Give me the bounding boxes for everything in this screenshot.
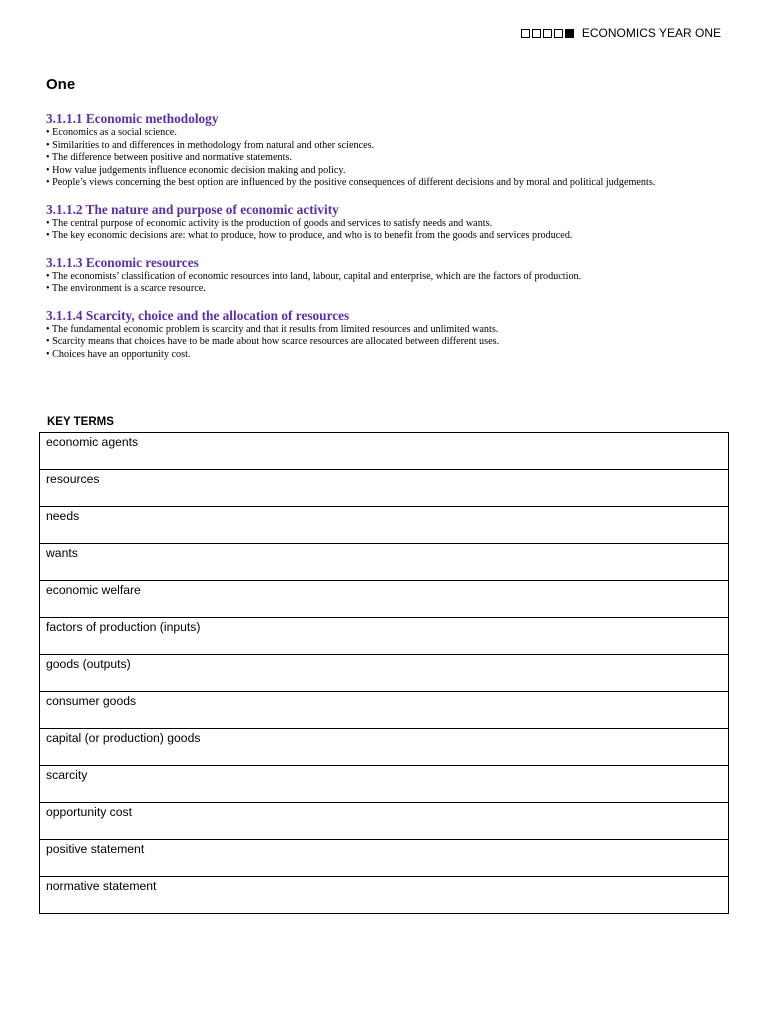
bullet-item: • The key economic decisions are: what to produce, how to produce, and who is to benefit from the goods and services produced. (46, 230, 573, 241)
key-term-cell: economic welfare (40, 581, 729, 618)
header-boxes (521, 29, 574, 38)
key-term-cell: capital (or production) goods (40, 729, 729, 766)
key-term-cell: goods (outputs) (40, 655, 729, 692)
key-term-cell: consumer goods (40, 692, 729, 729)
table-row (40, 433, 729, 470)
key-term-cell: scarcity (40, 766, 729, 803)
section-bullet-list (46, 324, 696, 362)
filled-square-icon (565, 29, 574, 38)
empty-square-icon (532, 29, 541, 38)
key-term-cell: normative statement (40, 877, 729, 914)
key-term-cell: economic agents (40, 433, 729, 470)
table-row (40, 877, 729, 914)
key-terms-table (39, 432, 729, 914)
bullet-item: • The central purpose of economic activity is the production of goods and services to satisfy needs and wants. (46, 217, 493, 229)
key-term-cell: opportunity cost (40, 803, 729, 840)
table-row (40, 840, 729, 877)
table-row (40, 692, 729, 729)
bullet-item: • Choices have an opportunity cost. (46, 348, 191, 360)
table-row (40, 507, 729, 544)
table-row (40, 581, 729, 618)
spec-section (46, 202, 696, 243)
key-terms-label: KEY TERMS (47, 416, 114, 428)
table-row (40, 470, 729, 507)
section-bullet-list (46, 218, 696, 243)
empty-square-icon (543, 29, 552, 38)
key-term-cell: needs (40, 507, 729, 544)
bullet-item: • The difference between positive and normative statements. (46, 152, 292, 163)
page-header (521, 26, 721, 40)
bullet-item: • The environment is a scarce resource. (46, 283, 206, 294)
table-row (40, 544, 729, 581)
table-row (40, 803, 729, 840)
key-term-cell: resources (40, 470, 729, 507)
key-term-cell: positive statement (40, 840, 729, 877)
empty-square-icon (521, 29, 530, 38)
spec-sections (46, 111, 696, 373)
bullet-item: • How value judgements influence economic decision making and policy. (46, 164, 346, 176)
spec-section (46, 255, 696, 296)
empty-square-icon (554, 29, 563, 38)
section-heading: 3.1.1.1 Economic methodology (46, 111, 219, 126)
bullet-item: • Scarcity means that choices have to be made about how scarce resources are allocated between different uses. (46, 336, 500, 347)
bullet-item: • The fundamental economic problem is scarcity and that it results from limited resources and unlimited wants. (46, 323, 499, 335)
bullet-item: • The economists’ classification of economic resources into land, labour, capital and enterprise, which are the factors of production. (46, 270, 582, 282)
section-heading: 3.1.1.4 Scarcity, choice and the allocation of resources (46, 307, 350, 323)
table-row (40, 618, 729, 655)
section-bullet-list (46, 127, 696, 190)
spec-section (46, 308, 696, 362)
section-bullet-list (46, 271, 696, 296)
bullet-item: • Economics as a social science. (46, 127, 177, 138)
table-row (40, 729, 729, 766)
table-row (40, 766, 729, 803)
page-title: One (46, 76, 76, 93)
table-row (40, 655, 729, 692)
header-text: ECONOMICS YEAR ONE (581, 26, 721, 40)
key-term-cell: wants (40, 544, 729, 581)
bullet-item: • People’s views concerning the best option are influenced by the positive consequences of different decisions and by moral and political judgements. (46, 177, 656, 188)
key-term-cell: factors of production (inputs) (40, 618, 729, 655)
section-heading: 3.1.1.3 Economic resources (46, 254, 199, 270)
section-heading: 3.1.1.2 The nature and purpose of economic activity (46, 201, 339, 217)
key-terms-body (40, 433, 729, 914)
spec-section (46, 111, 696, 190)
bullet-item: • Similarities to and differences in methodology from natural and other sciences. (46, 139, 375, 151)
